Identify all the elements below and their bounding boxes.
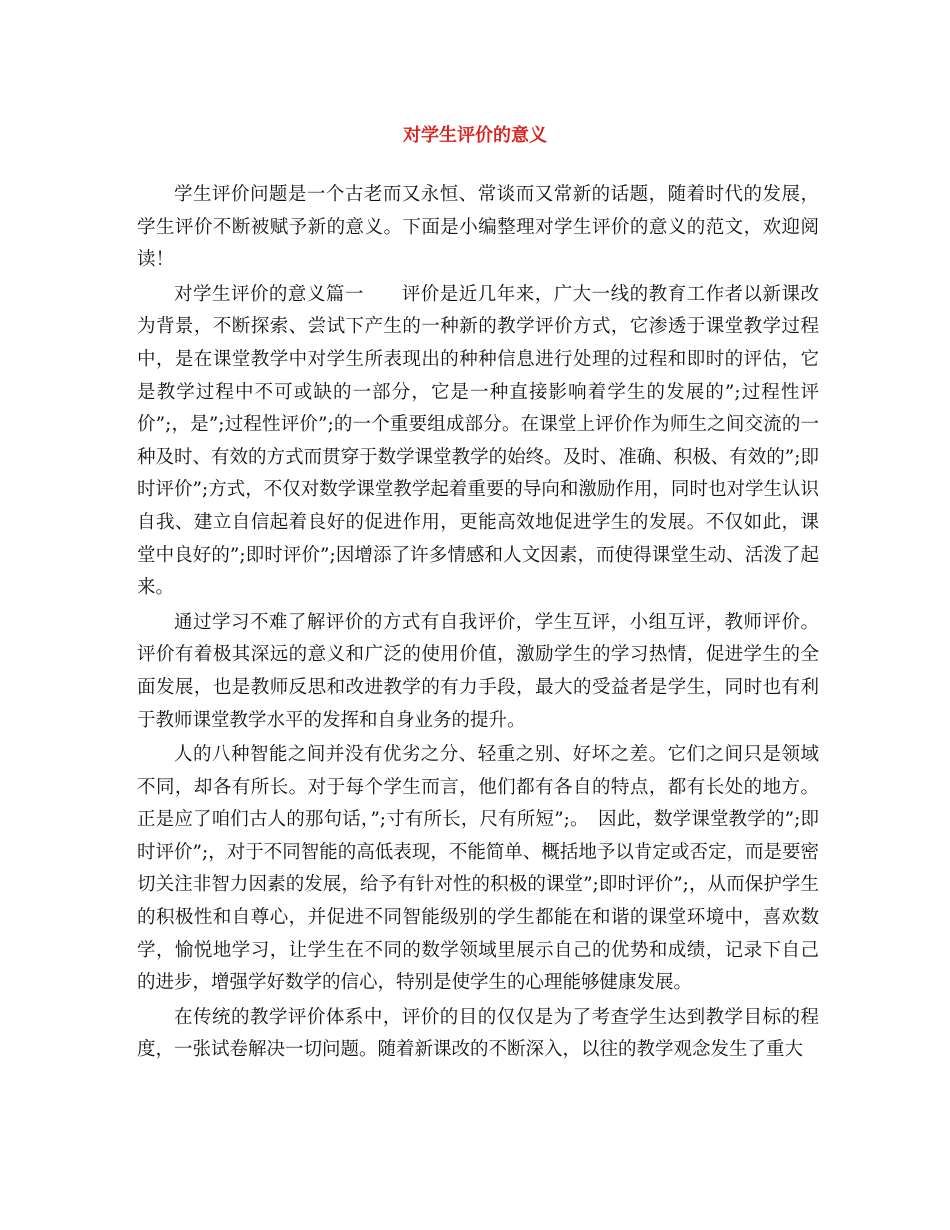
- paragraph-intro: 学生评价问题是一个古老而又永恒、常谈而又常新的话题，随着时代的发展，学生评价不断被赋予新的意义。下面是小编整理对学生评价的意义的范文，欢迎阅读！: [137, 184, 819, 271]
- paragraph-multiple-intelligences: 人的八种智能之间并没有优劣之分、轻重之别、好坏之差。它们之间只是领域不同，却各有所长。对于每个学生而言，他们都有各自的特点，都有长处的地方。正是应了咱们古人的那句话，”;寸有所长，尺有所短”;。 因此，数学课堂教学的”;即时评价”;，对于不同智能的高低表现，不能简单、概括地予以肯定或否定，而是要密切关注非智力因素的发展，给予有针对性的积极的课堂”;即时评价”;，从而保护学生的积极性和自尊心，并促进不同智能级别的学生都能在和谐的课堂环境中，喜欢数学，愉悦地学习，让学生在不同的数学领域里展示自己的优势和成绩，记录下自己的进步，增强学好数学的信心，特别是使学生的心理能够健康发展。: [137, 744, 819, 994]
- paragraph-evaluation-methods: 通过学习不难了解评价的方式有自我评价，学生互评，小组互评，教师评价。评价有着极其深远的意义和广泛的使用价值，激励学生的学习热情，促进学生的全面发展，也是教师反思和改进教学的有力手段，最大的受益者是学生，同时也有利于教师课堂教学水平的发挥和自身业务的提升。: [137, 611, 819, 731]
- paragraph-section-one: 对学生评价的意义篇一 评价是近几年来，广大一线的教育工作者以新课改为背景，不断探索、尝试下产生的一种新的教学评价方式，它渗透于课堂教学过程中，是在课堂教学中对学生所表现出的种种信息进行处理的过程和即时的评估，它是教学过程中不可或缺的一部分，它是一种直接影响着学生的发展的”;过程性评价”;，是”;过程性评价”;的一个重要组成部分。在课堂上评价作为师生之间交流的一种及时、有效的方式而贯穿于数学课堂教学的始终。及时、准确、积极、有效的”;即时评价”;方式，不仅对数学课堂教学起着重要的导向和激励作用，同时也对学生认识自我、建立自信起着良好的促进作用，更能高效地促进学生的发展。不仅如此，课堂中良好的”;即时评价”;因增添了许多情感和人文因素，而使得课堂生动、活泼了起来。: [137, 283, 819, 599]
- page-title: 对学生评价的意义: [403, 125, 547, 146]
- paragraph-traditional-evaluation: 在传统的教学评价体系中，评价的目的仅仅是为了考查学生达到教学目标的程度，一张试卷解决一切问题。随着新课改的不断深入，以往的教学观念发生了重大: [137, 1006, 819, 1061]
- document-body: [137, 179, 819, 1069]
